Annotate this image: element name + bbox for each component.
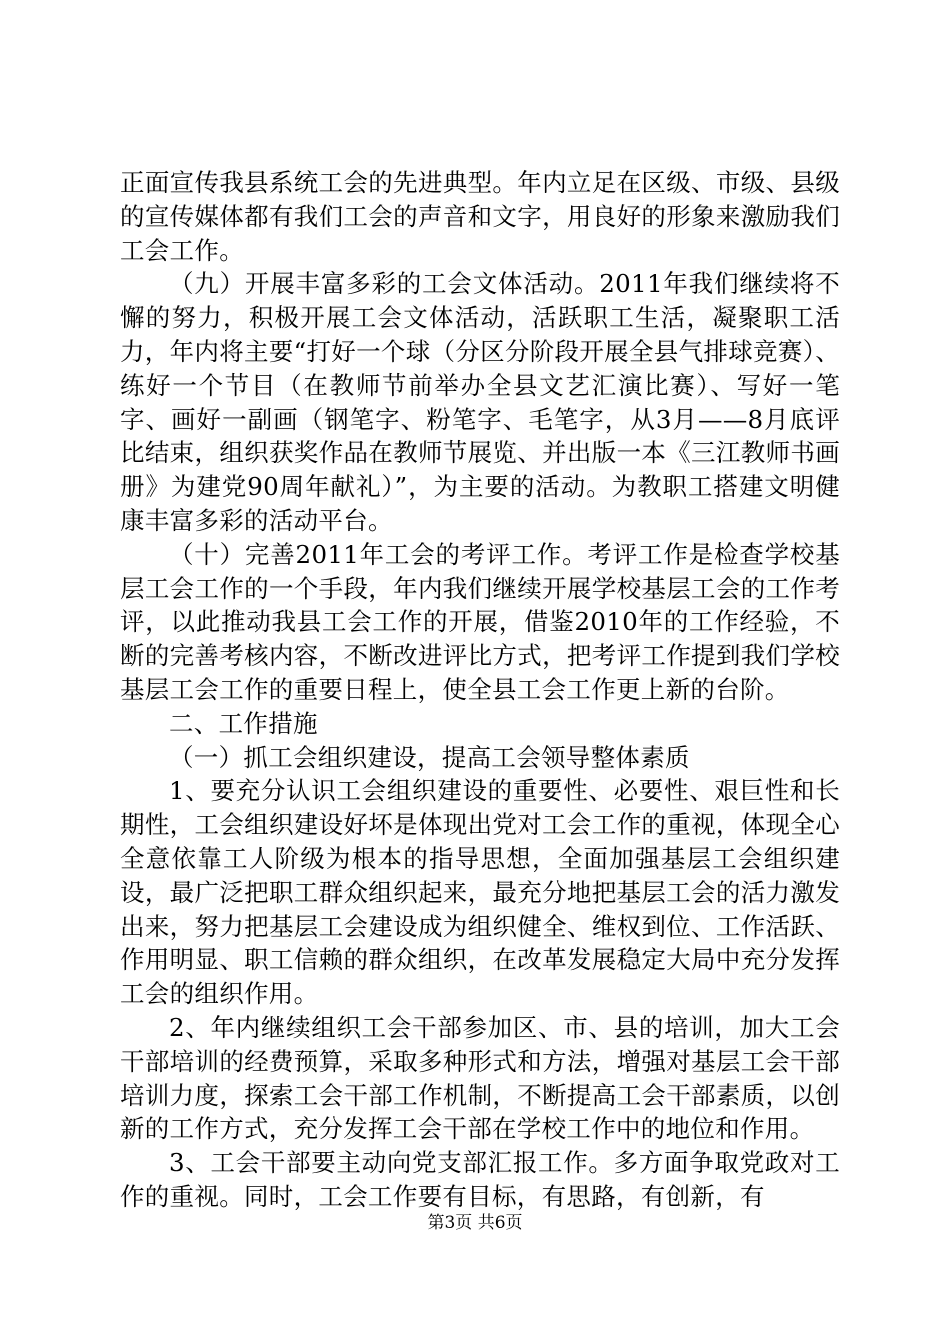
page-number-footer: 第3页 共6页 bbox=[427, 1213, 523, 1233]
subsection-heading-1: （一）抓工会组织建设，提高工会领导整体素质 bbox=[169, 742, 690, 772]
paragraph-4: 1、要充分认识工会组织建设的重要性、必要性、艰巨性和长期性，工会组织建设好坏是体现出党对工会工作的重视，体现全心全意依靠工人阶级为根本的指导思想，全面加强基层工会组织建设，最广泛把职工群众组织起来，最充分地把基层工会的活力激发出来，努力把基层工会建设成为组织健全、维权到位、工作活跃、作用明显、职工信赖的群众组织，在改革发展稳定大局中充分发挥工会的组织作用。 bbox=[120, 776, 840, 1009]
paragraph-2: （九）开展丰富多彩的工会文体活动。2011年我们继续将不懈的努力，积极开展工会文体活动，活跃职工生活，凝聚职工活力，年内将主要“打好一个球（分区分阶段开展全县气排球竞赛）、练好一个节目（在教师节前举办全县文艺汇演比赛）、写好一笔字、画好一副画（钢笔字、粉笔字、毛笔字，从3月——8月底评比结束，组织获奖作品在教师节展览、并出版一本《三江教师书画册》为建党90周年献礼）”，为主要的活动。为教职工搭建文明健康丰富多彩的活动平台。 bbox=[120, 269, 840, 535]
paragraph-1: 正面宣传我县系统工会的先进典型。年内立足在区级、市级、县级的宣传媒体都有我们工会的声音和文字，用良好的形象来激励我们工会工作。 bbox=[120, 168, 840, 265]
document-body bbox=[120, 166, 840, 1214]
section-heading-measures: 二、工作措施 bbox=[169, 708, 318, 738]
paragraph-6: 3、工会干部要主动向党支部汇报工作。多方面争取党政对工作的重视。同时，工会工作要有目标，有思路，有创新，有 bbox=[120, 1148, 840, 1211]
paragraph-3: （十）完善2011年工会的考评工作。考评工作是检查学校基层工会工作的一个手段，年内我们继续开展学校基层工会的工作考评，以此推动我县工会工作的开展，借鉴2010年的工作经验，不断的完善考核内容，不断改进评比方式，把考评工作提到我们学校基层工会工作的重要日程上，使全县工会工作更上新的台阶。 bbox=[120, 539, 840, 704]
paragraph-5: 2、年内继续组织工会干部参加区、市、县的培训，加大工会干部培训的经费预算，采取多种形式和方法，增强对基层工会干部培训力度，探索工会干部工作机制，不断提高工会干部素质，以创新的工作方式，充分发挥工会干部在学校工作中的地位和作用。 bbox=[120, 1012, 840, 1144]
